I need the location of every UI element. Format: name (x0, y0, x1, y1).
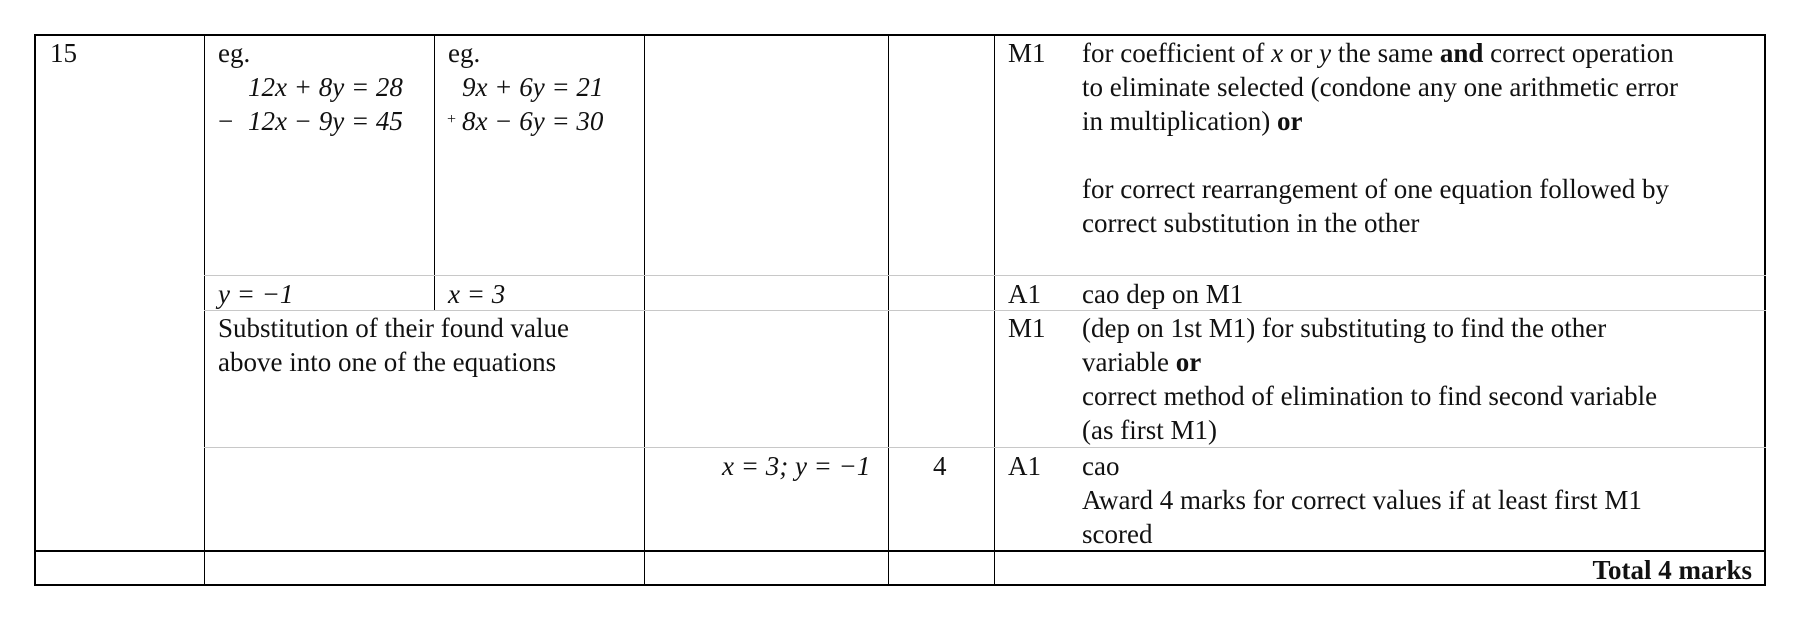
table-border-left (34, 34, 36, 586)
row-line-1 (204, 275, 1766, 276)
marks-value: 4 (933, 451, 947, 481)
row-line-3 (204, 447, 1766, 448)
row2-mark: A1 (1008, 279, 1041, 309)
row4-guidance-line1: cao (1082, 451, 1120, 481)
row1-guidance-line3 (1082, 104, 1302, 138)
method2-equation-2: 8x − 6y = 30 (462, 106, 604, 136)
method1-operator: − (218, 106, 234, 136)
method2-operator: + (447, 111, 457, 128)
row3-method-line1: Substitution of their found value (218, 313, 569, 343)
row1-text-a3: correct operation (1483, 38, 1674, 68)
col-line-method2 (434, 34, 435, 310)
row1-text-a-y: y (1319, 38, 1332, 68)
row1-text-a-and: and (1439, 38, 1484, 68)
row3-method-line2: above into one of the equations (218, 347, 557, 377)
row1-guidance-line1 (1082, 36, 1674, 70)
method1-result: y = −1 (218, 279, 294, 309)
row3-guidance-line4: (as first M1) (1082, 415, 1217, 445)
method1-equation-1: 12x + 8y = 28 (248, 72, 403, 102)
row3-text-b-or: or (1175, 347, 1202, 377)
row3-guidance-line3: correct method of elimination to find second variable (1082, 381, 1658, 411)
row3-mark: M1 (1008, 313, 1046, 343)
final-answer: x = 3; y = −1 (722, 451, 871, 481)
total-row-separator (34, 550, 1766, 552)
row1-mark: M1 (1008, 38, 1046, 68)
row4-mark: A1 (1008, 451, 1041, 481)
method2-eg-label: eg. (448, 38, 481, 68)
row1-guidance-line5: correct substitution in the other (1082, 208, 1420, 238)
row1-text-c1: in multiplication) (1082, 106, 1277, 136)
row3-guidance-line2 (1082, 345, 1201, 379)
method1-equation-2: 12x − 9y = 45 (248, 106, 403, 136)
method1-eg-label: eg. (218, 38, 251, 68)
row4-guidance-line3: scored (1082, 519, 1153, 549)
row1-text-a1: for coefficient of (1082, 38, 1272, 68)
row1-text-a-x: x (1271, 38, 1284, 68)
row1-guidance-line2: to eliminate selected (condone any one arithmetic error (1082, 72, 1678, 102)
table-border-bottom (34, 584, 1766, 586)
row3-guidance-line1: (dep on 1st M1) for substituting to find the other (1082, 313, 1607, 343)
method2-result: x = 3 (448, 279, 506, 309)
question-number: 15 (50, 38, 77, 68)
row1-text-a-or: or (1283, 38, 1320, 68)
row1-text-c-or: or (1276, 106, 1303, 136)
total-marks: Total 4 marks (1592, 555, 1752, 585)
row3-text-b1: variable (1082, 347, 1176, 377)
row1-guidance-line4: for correct rearrangement of one equation followed by (1082, 174, 1669, 204)
row2-guidance: cao dep on M1 (1082, 279, 1244, 309)
method2-equation-1: 9x + 6y = 21 (462, 72, 604, 102)
row1-text-a2: the same (1331, 38, 1440, 68)
row4-guidance-line2: Award 4 marks for correct values if at least first M1 (1082, 485, 1642, 515)
